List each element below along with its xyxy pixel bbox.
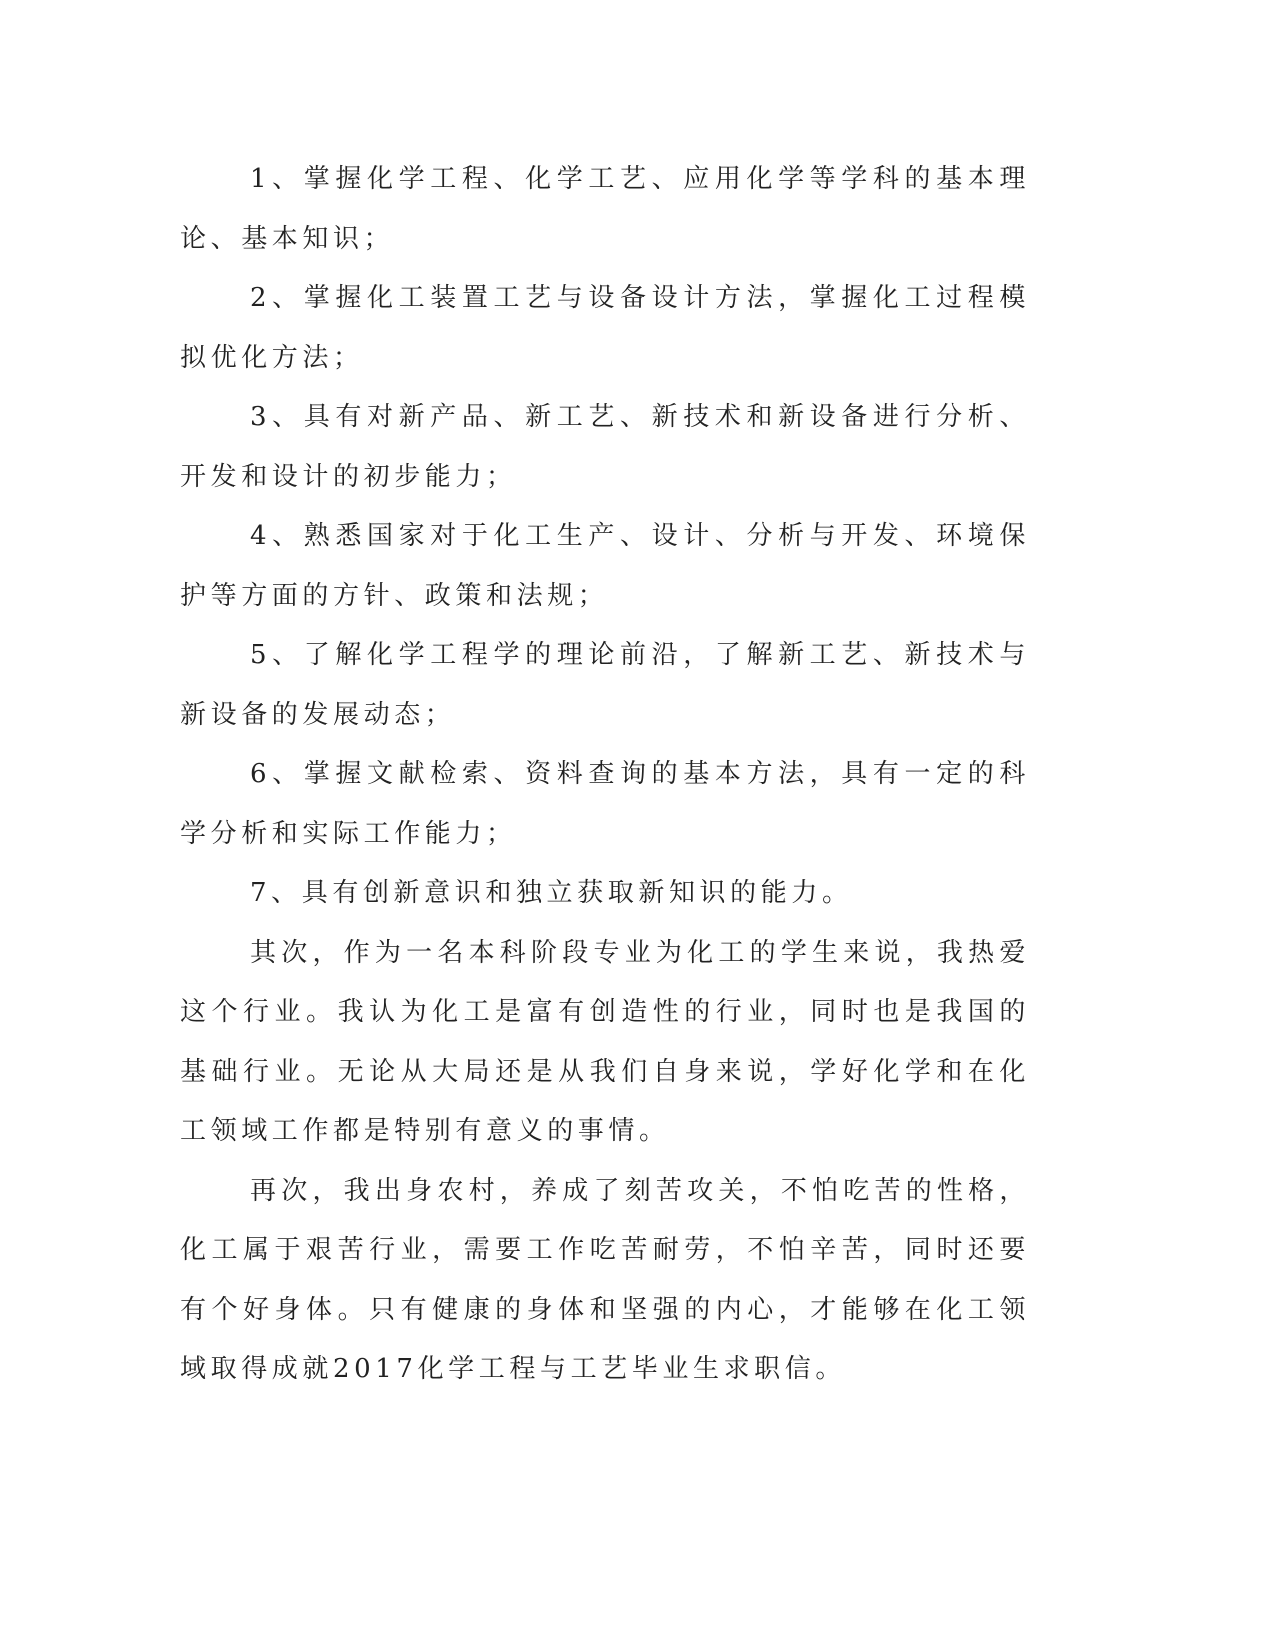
body-paragraph-secondly: 其次，作为一名本科阶段专业为化工的学生来说，我热爱这个行业。我认为化工是富有创造性的行业，同时也是我国的基础行业。无论从大局还是从我们自身来说，学好化学和在化工领域工作都是特别有意义的事情。 — [180, 937, 1030, 1146]
requirement-item-5: 5、了解化学工程学的理论前沿，了解新工艺、新技术与新设备的发展动态； — [180, 640, 1030, 730]
requirement-item-7: 7、具有创新意识和独立获取新知识的能力。 — [250, 878, 853, 908]
requirement-item-1: 1、掌握化学工程、化学工艺、应用化学等学科的基本理论、基本知识； — [180, 164, 1030, 254]
requirement-item-4: 4、熟悉国家对于化工生产、设计、分析与开发、环境保护等方面的方针、政策和法规； — [180, 521, 1030, 611]
requirement-item-3: 3、具有对新产品、新工艺、新技术和新设备进行分析、开发和设计的初步能力； — [180, 402, 1030, 492]
requirement-item-2: 2、掌握化工装置工艺与设备设计方法，掌握化工过程模拟优化方法； — [180, 283, 1030, 373]
document-body — [180, 150, 1030, 1400]
body-paragraph-thirdly: 再次，我出身农村，养成了刻苦攻关，不怕吃苦的性格，化工属于艰苦行业，需要工作吃苦耐劳，不怕辛苦，同时还要有个好身体。只有健康的身体和坚强的内心，才能够在化工领域取得成就2017化学工程与工艺毕业生求职信。 — [180, 1175, 1030, 1384]
requirement-item-6: 6、掌握文献检索、资料查询的基本方法，具有一定的科学分析和实际工作能力； — [180, 759, 1030, 849]
